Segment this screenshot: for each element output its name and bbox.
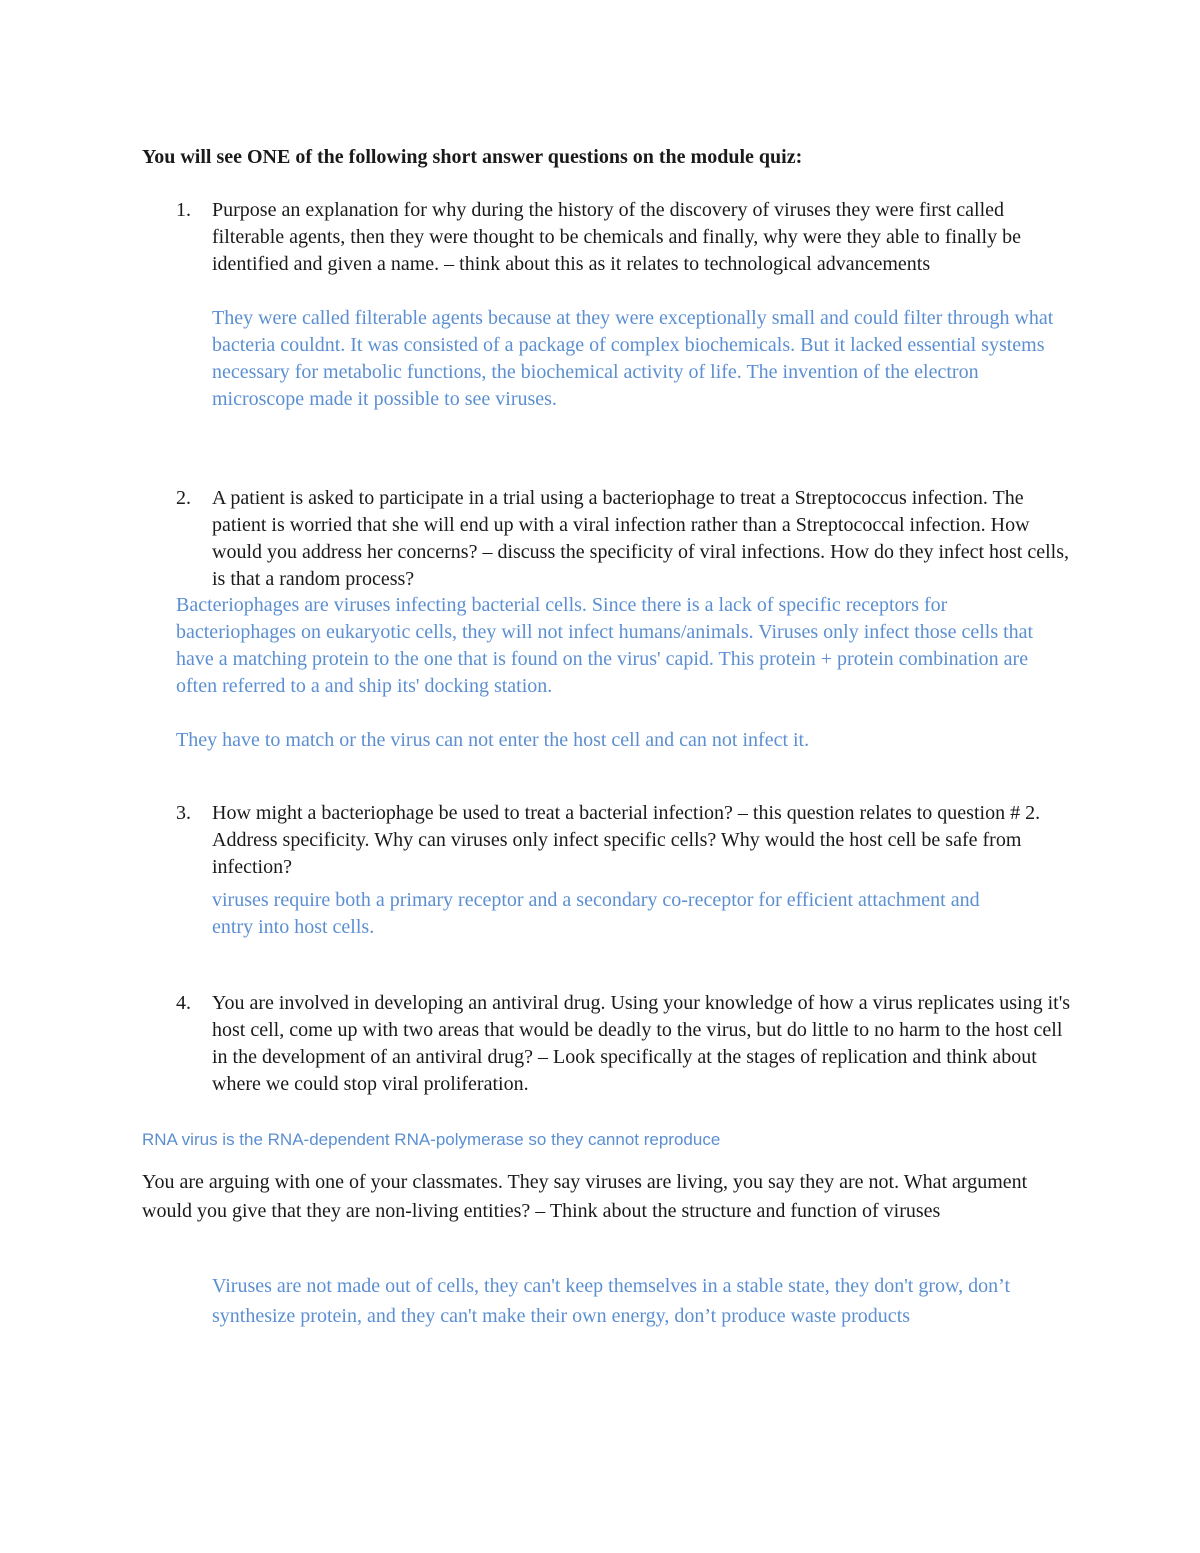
answer-4: RNA virus is the RNA-dependent RNA-polymerase so they cannot reproduce: [142, 1130, 721, 1149]
page-heading: You will see ONE of the following short answer questions on the module quiz:: [142, 146, 803, 168]
question-text: A patient is asked to participate in a trial using a bacteriophage to treat a Streptococcus infection. The patient is worried that she will end up with a viral infection rather than a Streptococcal infection. How would you address her concerns? – discuss the specificity of viral infections. How do they infect host cells, is that a random process?: [212, 487, 1070, 590]
question-4: [176, 990, 1076, 1098]
question-text: You are involved in developing an antiviral drug. Using your knowledge of how a virus replicates using it's host cell, come up with two areas that would be deadly to the virus, but do little to no harm to the host cell in the development of an antiviral drug? – Look specifically at the stages of replication and think about where we could stop viral proliferation.: [212, 992, 1071, 1095]
question-text: Purpose an explanation for why during the history of the discovery of viruses they were first called filterable agents, then they were thought to be chemicals and finally, why were they able to finally be identified and given a name. – think about this as it relates to technological advancements: [212, 199, 1021, 275]
answer-2: Bacteriophages are viruses infecting bacterial cells. Since there is a lack of specific receptors for bacteriophages on eukaryotic cells, they will not infect humans/animals. Viruses only infect those cells that have a matching protein to the one that is found on the virus' capid. This protein + protein combination are often referred to a and ship its' docking station.: [176, 594, 1034, 697]
question-3: [176, 800, 1076, 881]
question-number: 2.: [176, 487, 191, 509]
answer-3: viruses require both a primary receptor and a secondary co-receptor for efficient attachment and entry into host cells.: [212, 889, 980, 938]
answer-1: They were called filterable agents because at they were exceptionally small and could filter through what bacteria couldnt. It was consisted of a package of complex biochemicals. But it lacked essential systems necessary for metabolic functions, the biochemical activity of life. The invention of the electron microscope made it possible to see viruses.: [212, 307, 1054, 410]
question-number: 3.: [176, 802, 191, 824]
answer-2-followup: They have to match or the virus can not enter the host cell and can not infect it.: [176, 729, 810, 751]
question-text: How might a bacteriophage be used to treat a bacterial infection? – this question relates to question # 2. Address specificity. Why can viruses only infect specific cells? Why would the host cell be safe from infection?: [212, 802, 1041, 878]
question-number: 4.: [176, 992, 191, 1014]
question-1: [176, 197, 1076, 278]
final-answer: Viruses are not made out of cells, they can't keep themselves in a stable state, they don't grow, don’t synthesize protein, and they can't make their own energy, don’t produce waste products: [212, 1275, 1011, 1327]
final-question: You are arguing with one of your classmates. They say viruses are living, you say they are not. What argument would you give that they are non-living entities? – Think about the structure and function of viruses: [142, 1171, 1028, 1222]
question-2: [176, 485, 1076, 593]
question-number: 1.: [176, 199, 191, 221]
